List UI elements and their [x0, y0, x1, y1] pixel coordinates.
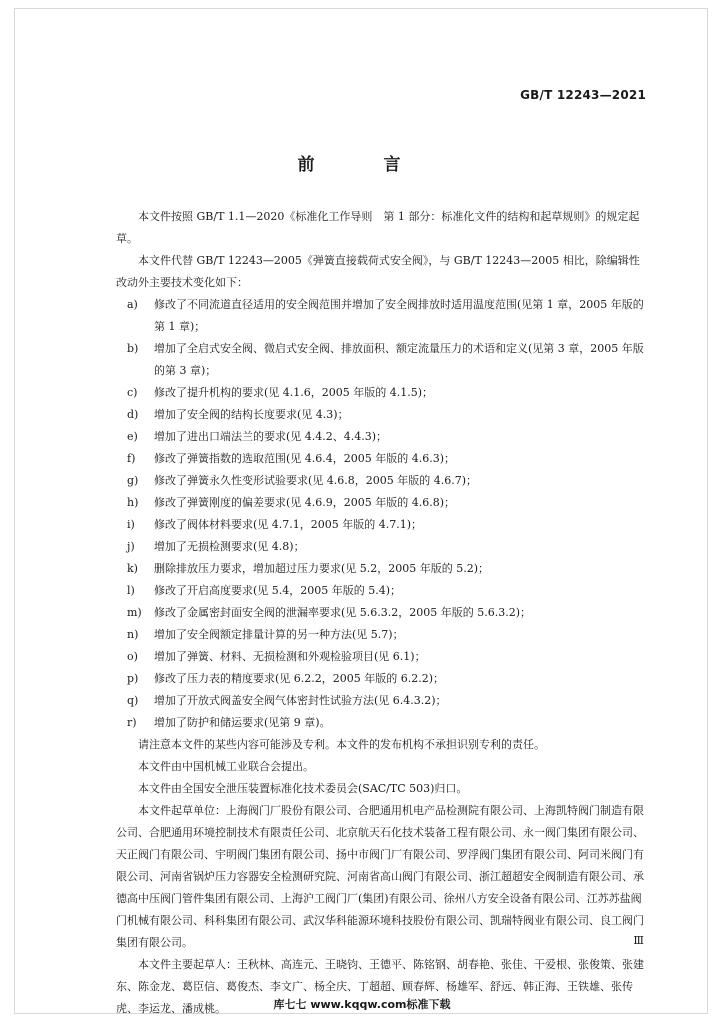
list-item-text: 删除排放压力要求，增加超过压力要求(见 5.2，2005 年版的 5.2)；	[154, 562, 490, 575]
list-item	[116, 426, 648, 448]
list-item	[116, 338, 648, 382]
list-item-label: p)	[127, 672, 139, 685]
list-item-label: r)	[127, 716, 137, 729]
paragraph-proposer: 本文件由中国机械工业联合会提出。	[138, 760, 314, 773]
list-item	[116, 580, 648, 602]
list-item-text: 修改了金属密封面安全阀的泄漏率要求(见 5.6.3.2，2005 年版的 5.6.3.2)；	[154, 606, 532, 619]
list-item-text: 增加了安全阀的结构长度要求(见 4.3)；	[154, 408, 349, 421]
list-item	[116, 492, 648, 514]
list-item-label: a)	[127, 298, 138, 311]
list-item-label: d)	[127, 408, 139, 421]
list-item-text: 增加了开放式阀盖安全阀气体密封性试验方法(见 6.4.3.2)；	[154, 694, 447, 707]
list-item-text: 增加了安全阀额定排量计算的另一种方法(见 5.7)；	[154, 628, 404, 641]
list-item-text: 修改了不同流道直径适用的安全阀范围并增加了安全阀排放时适用温度范围(见第 1 章，2005 年版的第 1 章)；	[154, 298, 644, 333]
list-item-text: 修改了阀体材料要求(见 4.7.1，2005 年版的 4.7.1)；	[154, 518, 423, 531]
list-item	[116, 668, 648, 690]
list-item-label: c)	[127, 386, 138, 399]
list-item	[116, 514, 648, 536]
list-item-label: b)	[127, 342, 139, 355]
list-item	[116, 448, 648, 470]
paragraph-drafting-units: 本文件起草单位：上海阀门厂股份有限公司、合肥通用机电产品检测院有限公司、上海凯特阀门制造有限公司、合肥通用环境控制技术有限责任公司、北京航天石化技术装备工程有限公司、永一阀门集团有限公司、天正阀门有限公司、宇明阀门集团有限公司、扬中市阀门厂有限公司、罗浮阀门集团有限公司、阿司米阀门有限公司、河南省锅炉压力容器安全检测研究院、河南省高山阀门有限公司、浙江超超安全阀制造有限公司、承德高中压阀门管件集团有限公司、上海沪工阀门厂(集团)有限公司、徐州八方安全设备有限公司、江苏苏盐阀门机械有限公司、科科集团有限公司、武汉华科能源环境科技股份有限公司、凯瑞特阀业有限公司、良工阀门集团有限公司。	[116, 804, 644, 949]
list-item-text: 修改了开启高度要求(见 5.4，2005 年版的 5.4)；	[154, 584, 402, 597]
list-item	[116, 294, 648, 338]
list-item-text: 修改了压力表的精度要求(见 6.2.2，2005 年版的 6.2.2)；	[154, 672, 445, 685]
list-item	[116, 690, 648, 712]
footer-watermark: 库七七 www.kqqw.com标准下载	[273, 998, 451, 1011]
document-body	[116, 206, 648, 1020]
list-item-text: 修改了提升机构的要求(见 4.1.6，2005 年版的 4.1.5)；	[154, 386, 434, 399]
changes-list	[116, 294, 648, 734]
list-item	[116, 382, 648, 404]
list-item-text: 修改了弹簧指数的选取范围(见 4.6.4，2005 年版的 4.6.3)；	[154, 452, 456, 465]
list-item-text: 增加了防护和储运要求(见第 9 章)。	[154, 716, 331, 729]
list-item-label: q)	[127, 694, 139, 707]
list-item	[116, 624, 648, 646]
list-item	[116, 602, 648, 624]
list-item-text: 增加了全启式安全阀、微启式安全阀、排放面积、额定流量压力的术语和定义(见第 3 章，2005 年版的第 3 章)；	[154, 342, 644, 377]
list-item-label: i)	[127, 518, 135, 531]
paragraph-patent-notice: 请注意本文件的某些内容可能涉及专利。本文件的发布机构不承担识别专利的责任。	[138, 738, 545, 751]
list-item	[116, 536, 648, 558]
page-number: Ⅲ	[633, 934, 644, 947]
list-item-label: m)	[127, 606, 142, 619]
list-item	[116, 404, 648, 426]
paragraph-replacement: 本文件代替 GB/T 12243—2005《弹簧直接载荷式安全阀》，与 GB/T 12243—2005 相比，除编辑性改动外主要技术变化如下：	[116, 254, 640, 289]
paragraph-committee: 本文件由全国安全泄压装置标准化技术委员会(SAC/TC 503)归口。	[138, 782, 468, 795]
standard-code: GB/T 12243—2021	[520, 88, 646, 102]
paragraph-drafting-rule: 本文件按照 GB/T 1.1—2020《标准化工作导则 第 1 部分：标准化文件的结构和起草规则》的规定起草。	[116, 210, 640, 245]
list-item	[116, 646, 648, 668]
list-item-text: 修改了弹簧永久性变形试验要求(见 4.6.8，2005 年版的 4.6.7)；	[154, 474, 478, 487]
list-item-label: l)	[127, 584, 135, 597]
list-item	[116, 558, 648, 580]
list-item	[116, 712, 648, 734]
list-item-label: n)	[127, 628, 139, 641]
list-item-text: 增加了进出口端法兰的要求(见 4.4.2、4.4.3)；	[154, 430, 388, 443]
list-item-label: k)	[127, 562, 138, 575]
list-item-text: 增加了无损检测要求(见 4.8)；	[154, 540, 305, 553]
list-item-text: 增加了弹簧、材料、无损检测和外观检验项目(见 6.1)；	[154, 650, 426, 663]
list-item-label: g)	[127, 474, 139, 487]
page-title: 前 言	[297, 155, 427, 175]
list-item-text: 修改了弹簧刚度的偏差要求(见 4.6.9，2005 年版的 4.6.8)；	[154, 496, 456, 509]
list-item-label: o)	[127, 650, 138, 663]
list-item-label: f)	[127, 452, 136, 465]
list-item	[116, 470, 648, 492]
list-item-label: j)	[127, 540, 135, 553]
list-item-label: e)	[127, 430, 138, 443]
paragraph-drafters: 本文件主要起草人：王秋林、高连元、王晓钧、王德平、陈铭钢、胡春艳、张佳、干爱根、张俊策、张建东、陈金龙、葛臣信、葛俊杰、李文广、杨全庆、丁超超、顾春辉、杨雄军、舒远、韩正海、王铁雄、张传虎、李运龙、潘成桃。	[116, 958, 644, 1015]
list-item-label: h)	[127, 496, 139, 509]
